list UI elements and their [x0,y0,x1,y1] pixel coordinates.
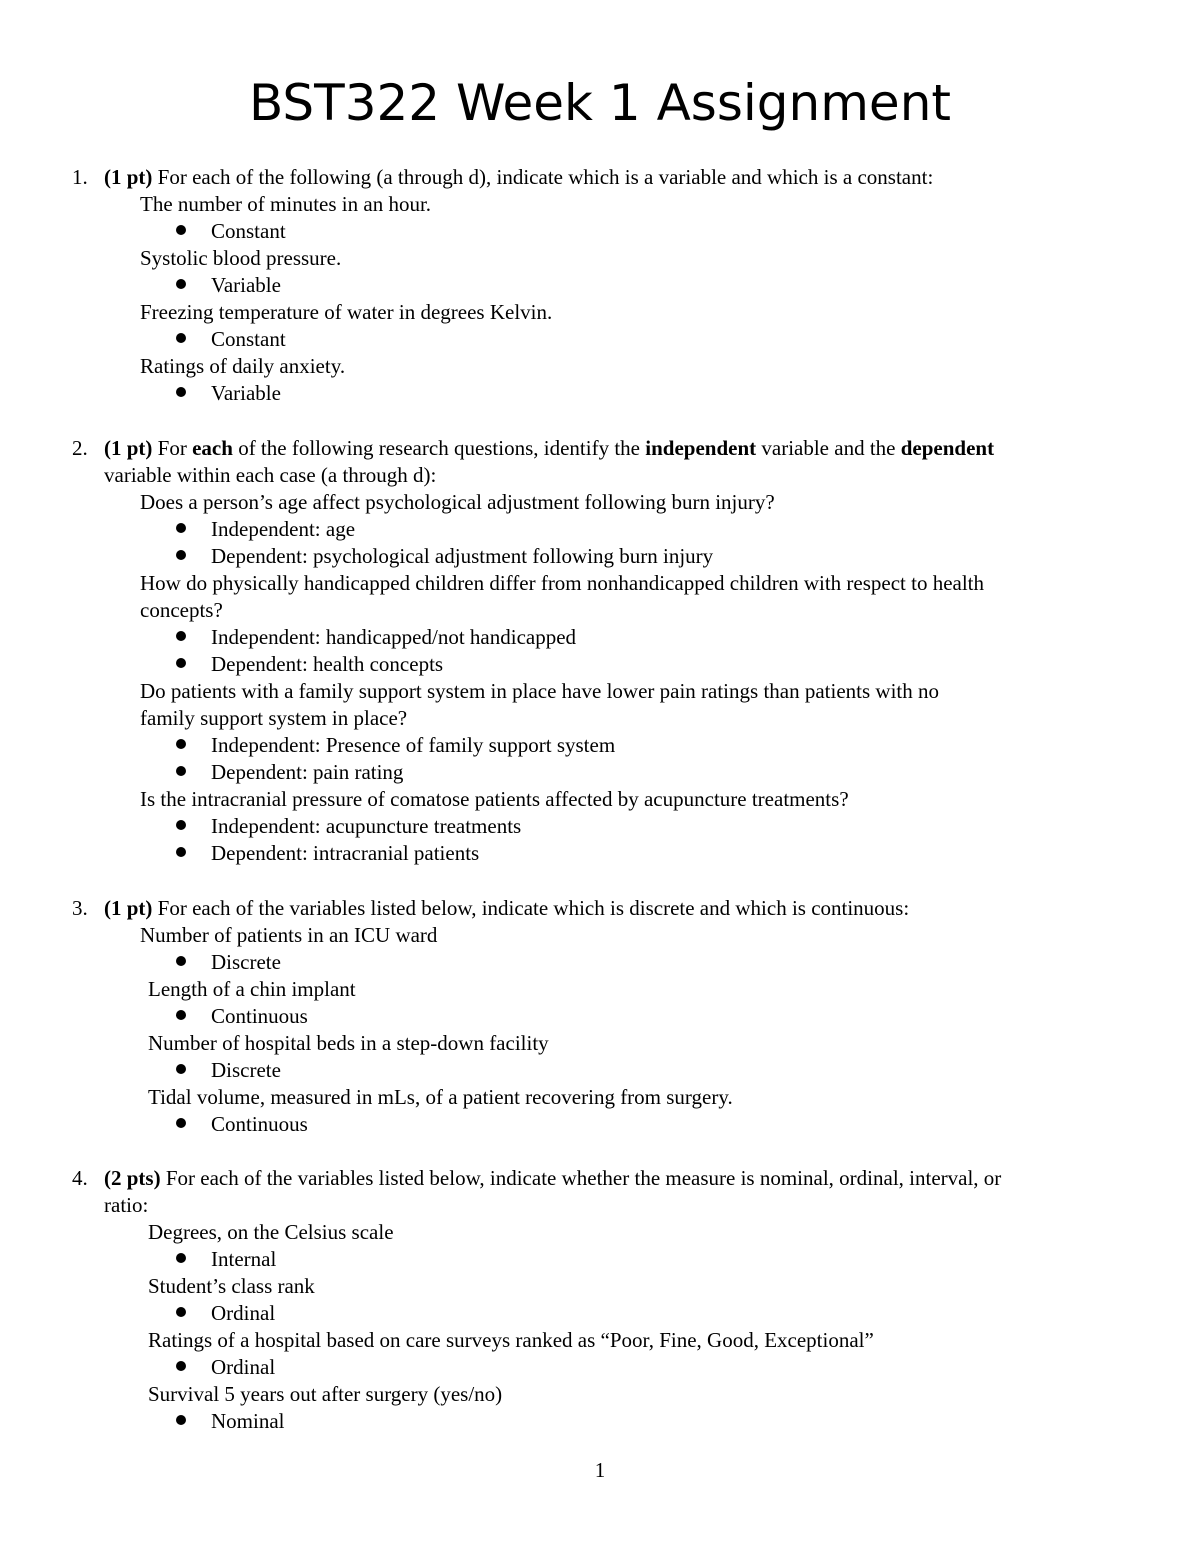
bullet-icon [176,279,186,289]
question-number: 3. [72,896,88,920]
bullet-icon [176,387,186,397]
answer-text: Variable [211,381,281,405]
question-text: For [157,436,187,460]
emphasis-text: dependent [900,436,995,460]
bullet-icon [176,1361,186,1371]
question-text-continued: ratio: [104,1193,149,1217]
question-number: 2. [72,436,88,460]
question-text: of the following research questions, identify the [238,436,640,460]
bullet-icon [176,523,186,533]
answer-text: Nominal [211,1409,285,1433]
emphasis-text: each [192,436,233,460]
item-label: Student’s class rank [148,1274,315,1298]
answer-text: Variable [211,273,281,297]
question-number: 1. [72,165,88,189]
bullet-icon [176,658,186,668]
item-label: Number of patients in an ICU ward [140,923,438,947]
answer-text: Constant [211,327,286,351]
question-text: For each of the variables listed below, indicate whether the measure is nominal, ordinal, interval, or [165,1166,1002,1190]
answer-text: Independent: Presence of family support system [211,733,616,757]
item-label: How do physically handicapped children differ from nonhandicapped children with respect to health [140,571,985,595]
item-label: The number of minutes in an hour. [140,192,432,216]
question-2-prompt [104,435,994,462]
bullet-icon [176,1064,186,1074]
question-text: For each of the variables listed below, indicate which is discrete and which is continuous: [157,896,910,920]
bullet-icon [176,766,186,776]
answer-text: Independent: acupuncture treatments [211,814,522,838]
item-label: Freezing temperature of water in degrees Kelvin. [140,300,553,324]
item-label: Degrees, on the Celsius scale [148,1220,394,1244]
item-label-continued: concepts? [140,598,223,622]
item-label: Ratings of a hospital based on care surveys ranked as “Poor, Fine, Good, Exceptional” [148,1328,874,1352]
bullet-icon [176,820,186,830]
answer-text: Ordinal [211,1355,276,1379]
answer-text: Ordinal [211,1301,276,1325]
bullet-icon [176,225,186,235]
answer-text: Continuous [211,1004,308,1028]
points-label: (1 pt) [104,896,153,920]
answer-text: Dependent: pain rating [211,760,404,784]
bullet-icon [176,1010,186,1020]
answer-text: Constant [211,219,286,243]
document-title: BST322 Week 1 Assignment [248,74,951,132]
question-text: For each of the following (a through d), indicate which is a variable and which is a constant: [157,165,934,189]
points-label: (1 pt) [104,165,153,189]
question-3-prompt [104,895,909,922]
question-4-prompt [104,1165,1001,1192]
bullet-icon [176,1253,186,1263]
item-label: Systolic blood pressure. [140,246,342,270]
bullet-icon [176,333,186,343]
item-label: Number of hospital beds in a step-down facility [148,1031,549,1055]
bullet-icon [176,631,186,641]
answer-text: Dependent: psychological adjustment following burn injury [211,544,714,568]
bullet-icon [176,550,186,560]
answer-text: Discrete [211,950,281,974]
question-1-prompt [104,164,933,191]
question-number: 4. [72,1166,88,1190]
answer-text: Independent: handicapped/not handicapped [211,625,577,649]
bullet-icon [176,1118,186,1128]
points-label: (1 pt) [104,436,153,460]
item-label: Survival 5 years out after surgery (yes/no) [148,1382,503,1406]
item-label: Is the intracranial pressure of comatose patients affected by acupuncture treatments? [140,787,849,811]
item-label: Length of a chin implant [148,977,356,1001]
question-text: variable and the [761,436,896,460]
question-text-continued: variable within each case (a through d): [104,463,437,487]
points-label: (2 pts) [104,1166,161,1190]
item-label-continued: family support system in place? [140,706,408,730]
bullet-icon [176,1415,186,1425]
bullet-icon [176,847,186,857]
bullet-icon [176,739,186,749]
answer-text: Dependent: intracranial patients [211,841,480,865]
item-label: Ratings of daily anxiety. [140,354,346,378]
answer-text: Internal [211,1247,277,1271]
page-number: 1 [594,1458,606,1482]
answer-text: Dependent: health concepts [211,652,444,676]
item-label: Do patients with a family support system in place have lower pain ratings than patients with no [140,679,939,703]
bullet-icon [176,956,186,966]
emphasis-text: independent [645,436,757,460]
item-label: Does a person’s age affect psychological adjustment following burn injury? [140,490,775,514]
bullet-icon [176,1307,186,1317]
item-label: Tidal volume, measured in mLs, of a patient recovering from surgery. [148,1085,733,1109]
answer-text: Discrete [211,1058,281,1082]
answer-text: Continuous [211,1112,308,1136]
answer-text: Independent: age [211,517,356,541]
